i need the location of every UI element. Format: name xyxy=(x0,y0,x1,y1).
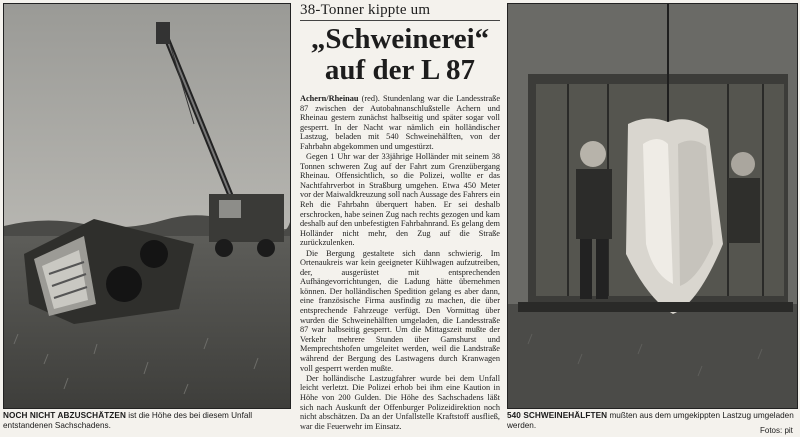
article-paragraph-2: Gegen 1 Uhr war der 33jährige Holländer mit seinem 38 Tonnen schweren Zug auf der Fahrt zum Grenzübergang Rheinau. Offensichtlich, so die Polizei, wollte er das Nachtfahrverbot in Straßburg umgehen. Etwa 450 Meter vor der Maiwaldkreuzung soll nach Aussage des Fahrers ein Reh die Fahrbahn überquert haben. Er sei deshalb erschrocken, habe seinen Zug nach rechts gezogen und kam deshalb auf den unbefestigten Fahrbahnrand. Es gelang dem Holländer nicht mehr, den Zug auf die Straße zurückzulenken. xyxy=(300,152,500,248)
article-paragraph-4: Der holländische Lastzugfahrer wurde bei dem Unfall leicht verletzt. Die Polizei erhob bei ihm eine Kaution in Höhe von 200 Gulden. Die Höhe des Sachschadens läßt sich nach Auskunft der Offenburger Polizeidirektion noch nicht abschätzen. Da an der Unfallstelle Kraftstoff ausfließ, war die Feuerwehr im Einsatz. xyxy=(300,373,500,431)
photo-overturned-truck xyxy=(3,3,291,409)
article-headline: „Schweinerei“ auf der L 87 xyxy=(310,23,490,86)
caption-left xyxy=(3,411,293,431)
caption-right-text: mußten aus dem umgekippten Lastzug umgeladen werden. xyxy=(507,411,794,430)
photo-unloading-pig-halves xyxy=(507,3,798,409)
caption-right-lead: 540 SCHWEINEHÄLFTEN xyxy=(507,411,608,420)
article-body xyxy=(300,94,500,432)
article-paragraph-3: Die Bergung gestaltete sich dann schwierig. Im Ortenaukreis war kein geeigneter Kühlwagen aufzutreiben, der, ausgerüstet mit entsprechenden Aufhängevorrichtungen, die Ladung hätte übernehmen können. Der holländischen Spedition gelang es aber dann, eine französische Firma ausfindig zu machen, die über entsprechende Fahrzeuge verfügt. Den Vormittag über wurden die Schweinehälften umgeladen, die Landesstraße 87 war halbseitig gesperrt. Um die Mittagszeit mußte der Verkehr mehrere Stunden über Gamshurst und Memprechtshofen umgeleitet werden, weil die Landstraße während der Bergung des Lastwagens durch Kranwagen voll gesperrt werden mußte. xyxy=(300,248,500,373)
article-kicker: 38-Tonner kippte um xyxy=(300,2,500,21)
caption-right xyxy=(507,411,795,431)
article-dateline: Achern/Rheinau xyxy=(300,94,359,103)
article-paragraph-1 xyxy=(300,94,500,152)
caption-left-text: ist die Höhe des bei diesem Unfall entstandenen Sachschadens. xyxy=(3,411,253,430)
caption-left-lead: NOCH NICHT ABZUSCHÄTZEN xyxy=(3,411,126,420)
photo-credit: Fotos: pit xyxy=(760,426,793,435)
article-agency: (red). xyxy=(361,94,380,103)
article-paragraph-1-text: Stundenlang war die Landesstraße 87 zwischen der Autobahnanschlußstelle Achern und Rheinau gestern zunächst halbseitig und später sogar voll gesperrt. In der Nacht war nämlich ein holländischer Lastzug, beladen mit 540 Schweinehälften, von der Fahrbahn abgekommen und umgestürzt. xyxy=(300,94,501,151)
